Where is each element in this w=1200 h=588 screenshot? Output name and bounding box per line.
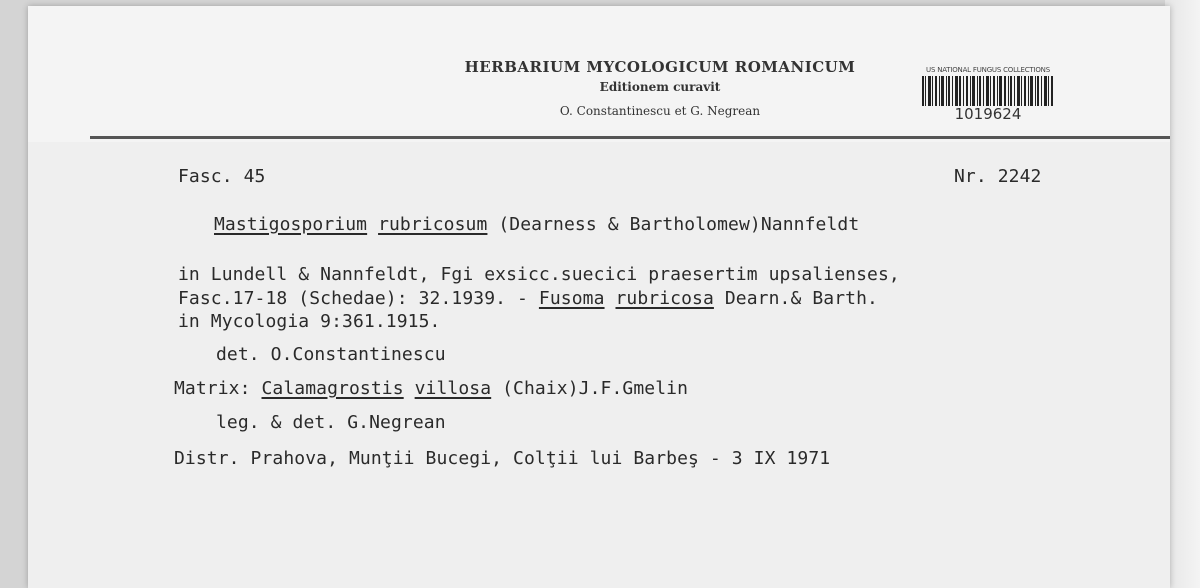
species-epithet: rubricosum bbox=[378, 214, 488, 235]
barcode-icon bbox=[922, 76, 1054, 106]
matrix-authority: (Chaix)J.F.Gmelin bbox=[491, 378, 689, 399]
determiner: det. O.Constantinescu bbox=[216, 344, 446, 365]
barcode-number: 1019624 bbox=[954, 105, 1022, 123]
barcode-sticker bbox=[920, 66, 1056, 123]
page-edge bbox=[1165, 0, 1200, 588]
matrix-prefix: Matrix: bbox=[174, 378, 262, 399]
synonym-epithet: rubricosa bbox=[615, 288, 714, 309]
collector: leg. & det. G.Negrean bbox=[216, 412, 446, 433]
citation-line-3: in Mycologia 9:361.1915. bbox=[178, 311, 441, 332]
header-divider bbox=[90, 136, 1170, 139]
species-genus: Mastigosporium bbox=[214, 214, 368, 235]
matrix-genus: Calamagrostis bbox=[261, 378, 404, 399]
locality: Distr. Prahova, Munţii Bucegi, Colţii lui Barbeş - 3 IX 1971 bbox=[174, 448, 831, 469]
citation-line-1: in Lundell & Nannfeldt, Fgi exsicc.suecici praesertim upsalienses, bbox=[178, 264, 900, 285]
matrix-epithet: villosa bbox=[414, 378, 492, 399]
matrix-line bbox=[174, 378, 688, 399]
synonym-authority: Dearn.& Barth. bbox=[713, 288, 878, 309]
species-name bbox=[214, 214, 859, 235]
species-authority: (Dearness & Bartholomew)Nannfeldt bbox=[498, 214, 860, 235]
herbarium-label bbox=[28, 6, 1170, 588]
exsiccata-number: Nr. 2242 bbox=[954, 166, 1042, 187]
header-subtitle: Editionem curavit bbox=[599, 80, 721, 94]
label-header bbox=[28, 6, 1170, 142]
fascicle: Fasc. 45 bbox=[178, 166, 266, 187]
header-editors: O. Constantinescu et G. Negrean bbox=[559, 104, 761, 118]
header-title: HERBARIUM MYCOLOGICUM ROMANICUM bbox=[464, 58, 856, 76]
citation-line-2 bbox=[178, 288, 878, 309]
synonym-genus: Fusoma bbox=[538, 288, 605, 309]
citation-prefix: Fasc.17-18 (Schedae): 32.1939. - bbox=[178, 288, 539, 309]
barcode-label: US NATIONAL FUNGUS COLLECTIONS bbox=[926, 66, 1050, 74]
